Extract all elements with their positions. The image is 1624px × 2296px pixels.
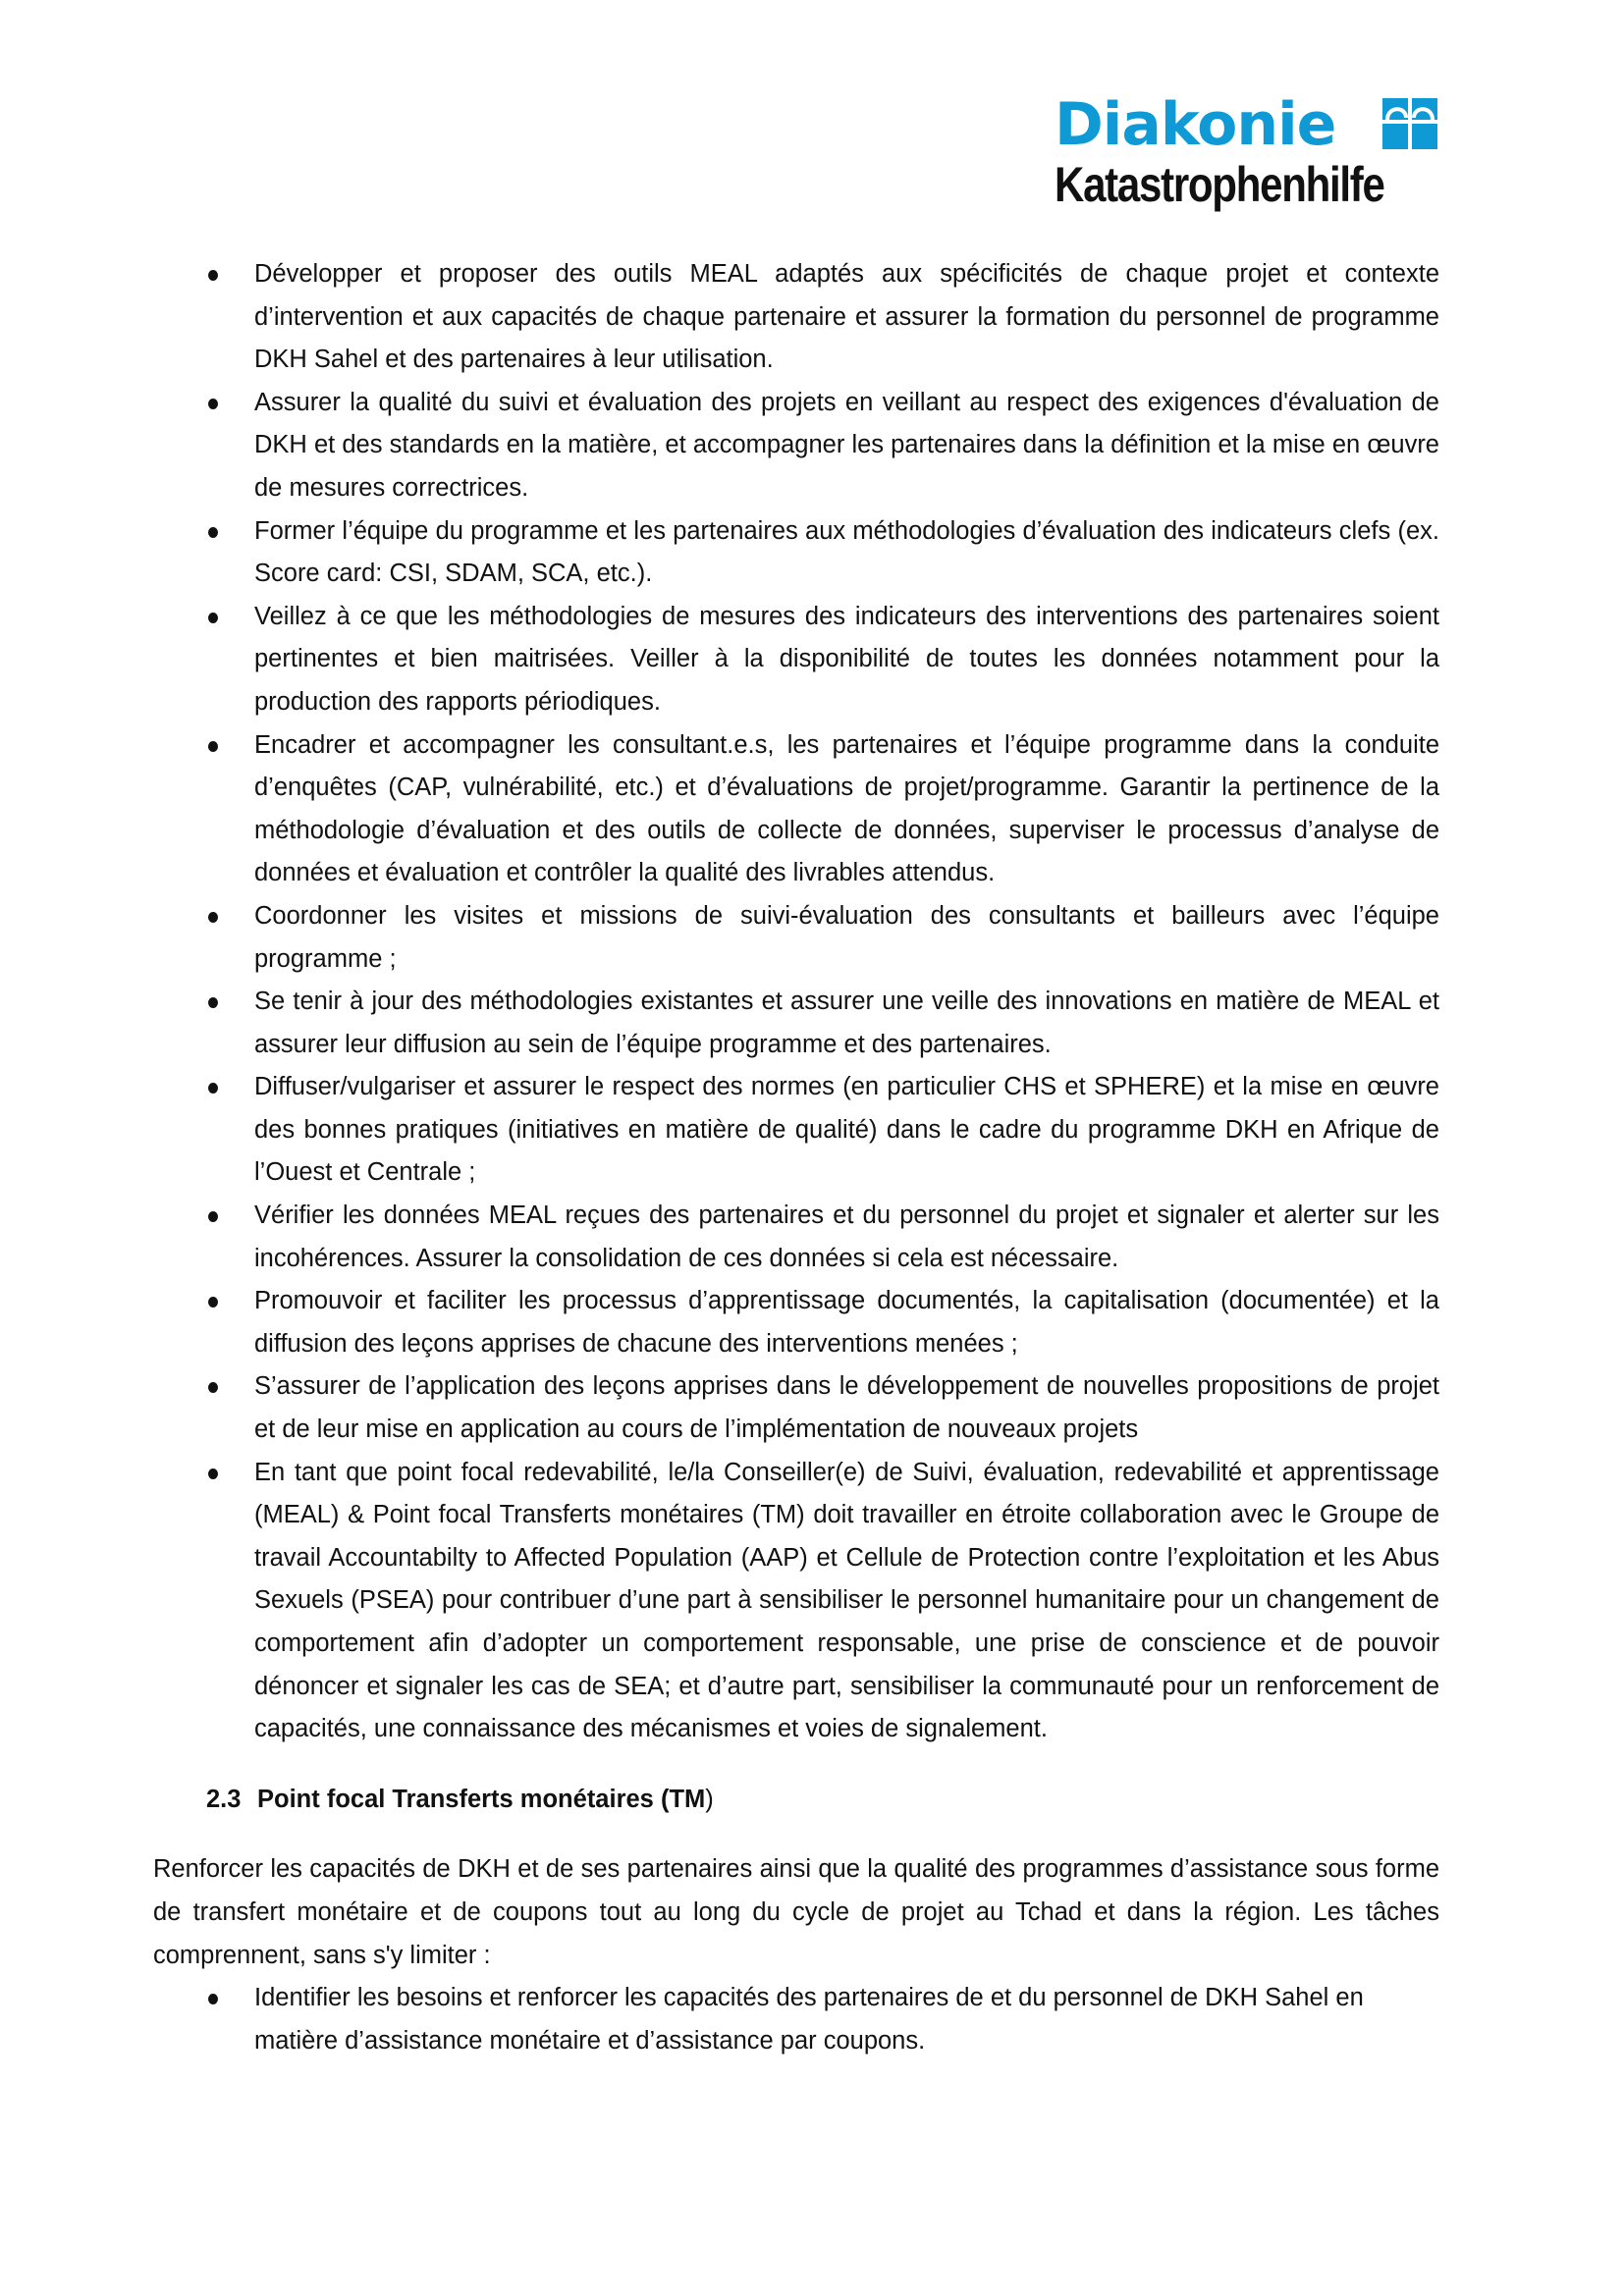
list-item: Coordonner les visites et missions de suivi-évaluation des consultants et bailleurs avec l’équipe programme ;: [155, 895, 1439, 981]
logo-top-row: [1055, 90, 1336, 159]
list-item: Encadrer et accompagner les consultant.e.s, les partenaires et l’équipe programme dans la conduite d’enquêtes (CAP, vulnérabilité, etc.) et d’évaluations de projet/programme. Garantir la pertinence de la méthodologie d’évaluation et des outils de collecte de données, superviser le processus d’analyse de données et évaluation et contrôler la qualité des livrables attendus.: [155, 724, 1439, 895]
bullet-icon: [208, 997, 218, 1008]
bullet-icon: [208, 1468, 218, 1479]
bullet-icon: [208, 1994, 218, 2004]
list-item: En tant que point focal redevabilité, le/la Conseiller(e) de Suivi, évaluation, redevabilité et apprentissage (MEAL) & Point focal Transferts monétaires (TM) doit travailler en étroite collaboration avec le Groupe de travail Accountabilty to Affected Population (AAP) et Cellule de Protection contre l’exploitation et les Abus Sexuels (PSEA) pour contribuer d’une part à sensibiliser le personnel humanitaire pour un changement de comportement afin d’adopter un comportement responsable, une prise de conscience et de pouvoir dénoncer et signaler les cas de SEA; et d’autre part, sensibiliser la communauté pour un renforcement de capacités, une connaissance des mécanismes et voies de signalement.: [155, 1452, 1439, 1751]
bullet-icon: [208, 1382, 218, 1393]
list-item: Diffuser/vulgariser et assurer le respect des normes (en particulier CHS et SPHERE) et la mise en œuvre des bonnes pratiques (initiatives en matière de qualité) dans le cadre du programme DKH en Afrique de l’Ouest et Centrale ;: [155, 1066, 1439, 1195]
list-item: Identifier les besoins et renforcer les capacités des partenaires de et du personnel de DKH Sahel en matière d’assistance monétaire et d’assistance par coupons.: [155, 1977, 1439, 2062]
tasks-list: [155, 1977, 1439, 2062]
list-item: Assurer la qualité du suivi et évaluation des projets en veillant au respect des exigences d'évaluation de DKH et des standards en la matière, et accompagner les partenaires dans la définition et la mise en œuvre de mesures correctrices.: [155, 382, 1439, 510]
bullet-icon: [208, 741, 218, 752]
diakonie-cross-icon: [1382, 98, 1437, 149]
bullet-icon: [208, 613, 218, 623]
list-item: Vérifier les données MEAL reçues des partenaires et du personnel du projet et signaler et alerter sur les incohérences. Assurer la consolidation de ces données si cela est nécessaire.: [155, 1195, 1439, 1280]
bullet-icon: [208, 1297, 218, 1308]
bullet-icon: [208, 527, 218, 538]
bullet-icon: [208, 1211, 218, 1222]
list-item: Se tenir à jour des méthodologies existantes et assurer une veille des innovations en matière de MEAL et assurer leur diffusion au sein de l’équipe programme et des partenaires.: [155, 981, 1439, 1066]
diakonie-logo: [1055, 90, 1447, 216]
responsibilities-list: [155, 253, 1439, 1751]
logo-wordmark: Diakonie: [1055, 90, 1336, 159]
bullet-icon: [208, 270, 218, 281]
section-heading: 2.3 Point focal Transferts monétaires (TM): [155, 1779, 1439, 1822]
logo-subtitle: Katastrophenhilfe: [1055, 157, 1384, 212]
list-item: Développer et proposer des outils MEAL adaptés aux spécificités de chaque projet et contexte d’intervention et aux capacités de chaque partenaire et assurer la formation du personnel de programme DKH Sahel et des partenaires à leur utilisation.: [155, 253, 1439, 382]
list-item: Promouvoir et faciliter les processus d’apprentissage documentés, la capitalisation (documentée) et la diffusion des leçons apprises de chacune des interventions menées ;: [155, 1280, 1439, 1365]
list-item: Former l’équipe du programme et les partenaires aux méthodologies d’évaluation des indicateurs clefs (ex. Score card: CSI, SDAM, SCA, etc.).: [155, 510, 1439, 596]
bullet-icon: [208, 399, 218, 409]
section-number: 2.3: [206, 1785, 242, 1813]
section-title: Point focal Transferts monétaires (TM: [257, 1785, 706, 1813]
bullet-icon: [208, 1083, 218, 1094]
bullet-icon: [208, 912, 218, 923]
list-item: Veillez à ce que les méthodologies de mesures des indicateurs des interventions des partenaires soient pertinentes et bien maitrisées. Veiller à la disponibilité de toutes les données notamment pour la production des rapports périodiques.: [155, 596, 1439, 724]
list-item: S’assurer de l’application des leçons apprises dans le développement de nouvelles propositions de projet et de leur mise en application au cours de l’implémentation de nouveaux projets: [155, 1365, 1439, 1451]
document-body: [155, 253, 1439, 2062]
section-intro: Renforcer les capacités de DKH et de ses partenaires ainsi que la qualité des programmes d’assistance sous forme de transfert monétaire et de coupons tout au long du cycle de projet au Tchad et dans la région. Les tâches comprennent, sans s'y limiter :: [153, 1855, 1439, 1969]
